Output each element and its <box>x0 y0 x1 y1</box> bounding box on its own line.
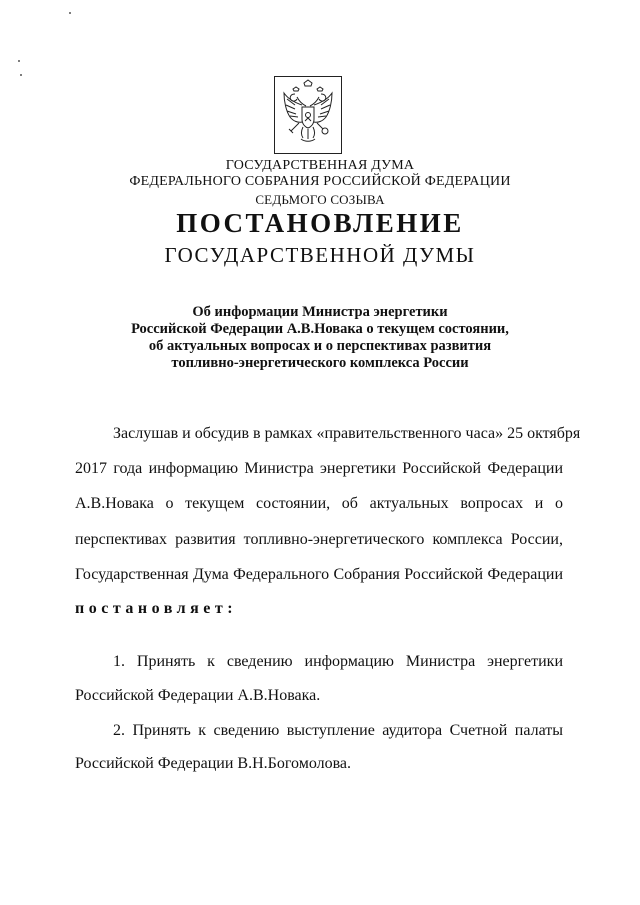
document-type-title: ПОСТАНОВЛЕНИЕ <box>176 208 464 238</box>
preamble-line: Государственная Дума Федерального Собрания Российской Федерации <box>75 566 563 583</box>
preamble-line: Заслушав и обсудив в рамках «правительственного часа» 25 октября <box>113 425 581 442</box>
subject-heading <box>0 304 640 372</box>
scan-speck <box>69 12 71 14</box>
subject-line: об актуальных вопросах и о перспективах развития <box>148 338 492 354</box>
subject-line: Об информации Министра энергетики <box>192 304 448 320</box>
preamble-line: перспективах развития топливно-энергетического комплекса России, <box>75 531 563 548</box>
resolves-word: постановляет: <box>75 600 238 617</box>
state-emblem <box>274 76 342 154</box>
issuer-name: ГОСУДАРСТВЕННОЙ ДУМЫ <box>164 243 476 267</box>
scan-speck <box>20 74 22 76</box>
preamble-line: А.В.Новака о текущем состоянии, об актуальных вопросах и о <box>75 495 563 512</box>
convocation-line: СЕДЬМОГО СОЗЫВА <box>255 192 385 207</box>
preamble-line: 2017 года информацию Министра энергетики Российской Федерации <box>75 460 563 477</box>
resolution-item-2: 2. Принять к сведению выступление аудитора Счетной палаты <box>113 722 563 739</box>
resolution-item-1: 1. Принять к сведению информацию Министра энергетики <box>113 653 563 670</box>
scan-speck <box>18 60 20 62</box>
org-name-line-2: ФЕДЕРАЛЬНОГО СОБРАНИЯ РОССИЙСКОЙ ФЕДЕРАЦИИ <box>129 174 511 189</box>
org-name-line-1: ГОСУДАРСТВЕННАЯ ДУМА <box>225 158 415 173</box>
resolution-item-2-cont: Российской Федерации В.Н.Богомолова. <box>75 755 352 772</box>
subject-line: Российской Федерации А.В.Новака о текущем состоянии, <box>131 321 509 337</box>
double-headed-eagle-icon <box>275 77 341 153</box>
resolution-item-1-cont: Российской Федерации А.В.Новака. <box>75 687 321 704</box>
subject-line: топливно-энергетического комплекса России <box>171 355 469 371</box>
